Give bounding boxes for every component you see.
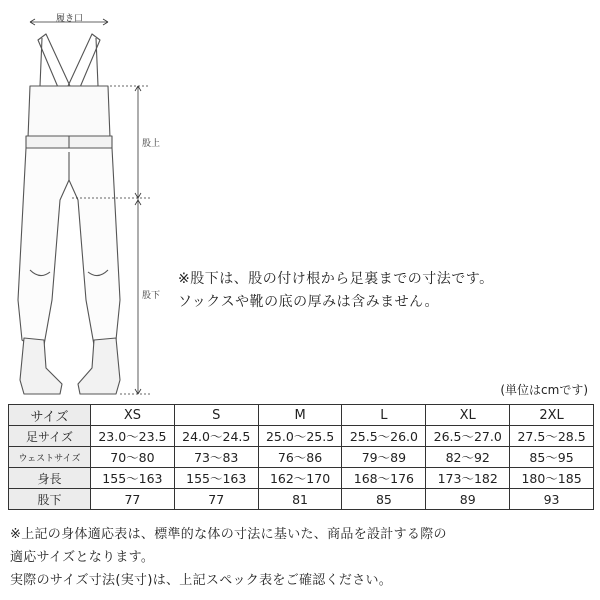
table-cell: 81 bbox=[258, 489, 342, 510]
table-cell: 155〜163 bbox=[91, 468, 175, 489]
waist-opening-label: 履き口 bbox=[56, 14, 84, 24]
table-cell: 85 bbox=[342, 489, 426, 510]
size-table bbox=[8, 404, 594, 510]
table-header-row bbox=[9, 405, 594, 426]
row-label: 身長 bbox=[9, 468, 91, 489]
table-cell: 77 bbox=[174, 489, 258, 510]
row-label: 股下 bbox=[9, 489, 91, 510]
table-cell: 77 bbox=[91, 489, 175, 510]
table-cell: 168〜176 bbox=[342, 468, 426, 489]
fit-note-line: 適応サイズとなります。 bbox=[10, 550, 155, 565]
row-label: 足サイズ bbox=[9, 426, 91, 447]
inseam-label: 股下 bbox=[142, 291, 161, 301]
row-label: ウェストサイズ bbox=[9, 447, 91, 468]
table-cell: 162〜170 bbox=[258, 468, 342, 489]
rise-label: 股上 bbox=[142, 139, 161, 149]
size-s: S bbox=[174, 405, 258, 426]
table-cell: 76〜86 bbox=[258, 447, 342, 468]
size-xs: XS bbox=[91, 405, 175, 426]
table-row bbox=[9, 447, 594, 468]
fit-note-line: 実際のサイズ寸法(実寸)は、上記スペック表をご確認ください。 bbox=[10, 573, 393, 588]
table-cell: 82〜92 bbox=[426, 447, 510, 468]
table-cell: 25.0〜25.5 bbox=[258, 426, 342, 447]
table-cell: 27.5〜28.5 bbox=[510, 426, 594, 447]
table-cell: 180〜185 bbox=[510, 468, 594, 489]
inseam-note-line: ※股下は、股の付け根から足裏までの寸法です。 bbox=[178, 271, 494, 287]
table-cell: 26.5〜27.0 bbox=[426, 426, 510, 447]
table-cell: 79〜89 bbox=[342, 447, 426, 468]
size-2xl: 2XL bbox=[510, 405, 594, 426]
fit-note-line: ※上記の身体適応表は、標準的な体の寸法に基いた、商品を設計する際の bbox=[10, 527, 447, 542]
table-cell: 89 bbox=[426, 489, 510, 510]
size-xl: XL bbox=[426, 405, 510, 426]
table-row bbox=[9, 426, 594, 447]
header-label: サイズ bbox=[9, 405, 91, 426]
table-cell: 25.5〜26.0 bbox=[342, 426, 426, 447]
table-row bbox=[9, 489, 594, 510]
size-l: L bbox=[342, 405, 426, 426]
table-cell: 73〜83 bbox=[174, 447, 258, 468]
unit-label: (単位はcmです) bbox=[500, 383, 588, 397]
table-cell: 173〜182 bbox=[426, 468, 510, 489]
table-row bbox=[9, 468, 594, 489]
inseam-note bbox=[178, 268, 494, 314]
table-cell: 93 bbox=[510, 489, 594, 510]
table-cell: 70〜80 bbox=[91, 447, 175, 468]
table-cell: 85〜95 bbox=[510, 447, 594, 468]
table-cell: 23.0〜23.5 bbox=[91, 426, 175, 447]
inseam-note-line: ソックスや靴の底の厚みは含みません。 bbox=[178, 294, 439, 310]
size-m: M bbox=[258, 405, 342, 426]
table-cell: 24.0〜24.5 bbox=[174, 426, 258, 447]
table-cell: 155〜163 bbox=[174, 468, 258, 489]
fit-note bbox=[10, 523, 447, 592]
